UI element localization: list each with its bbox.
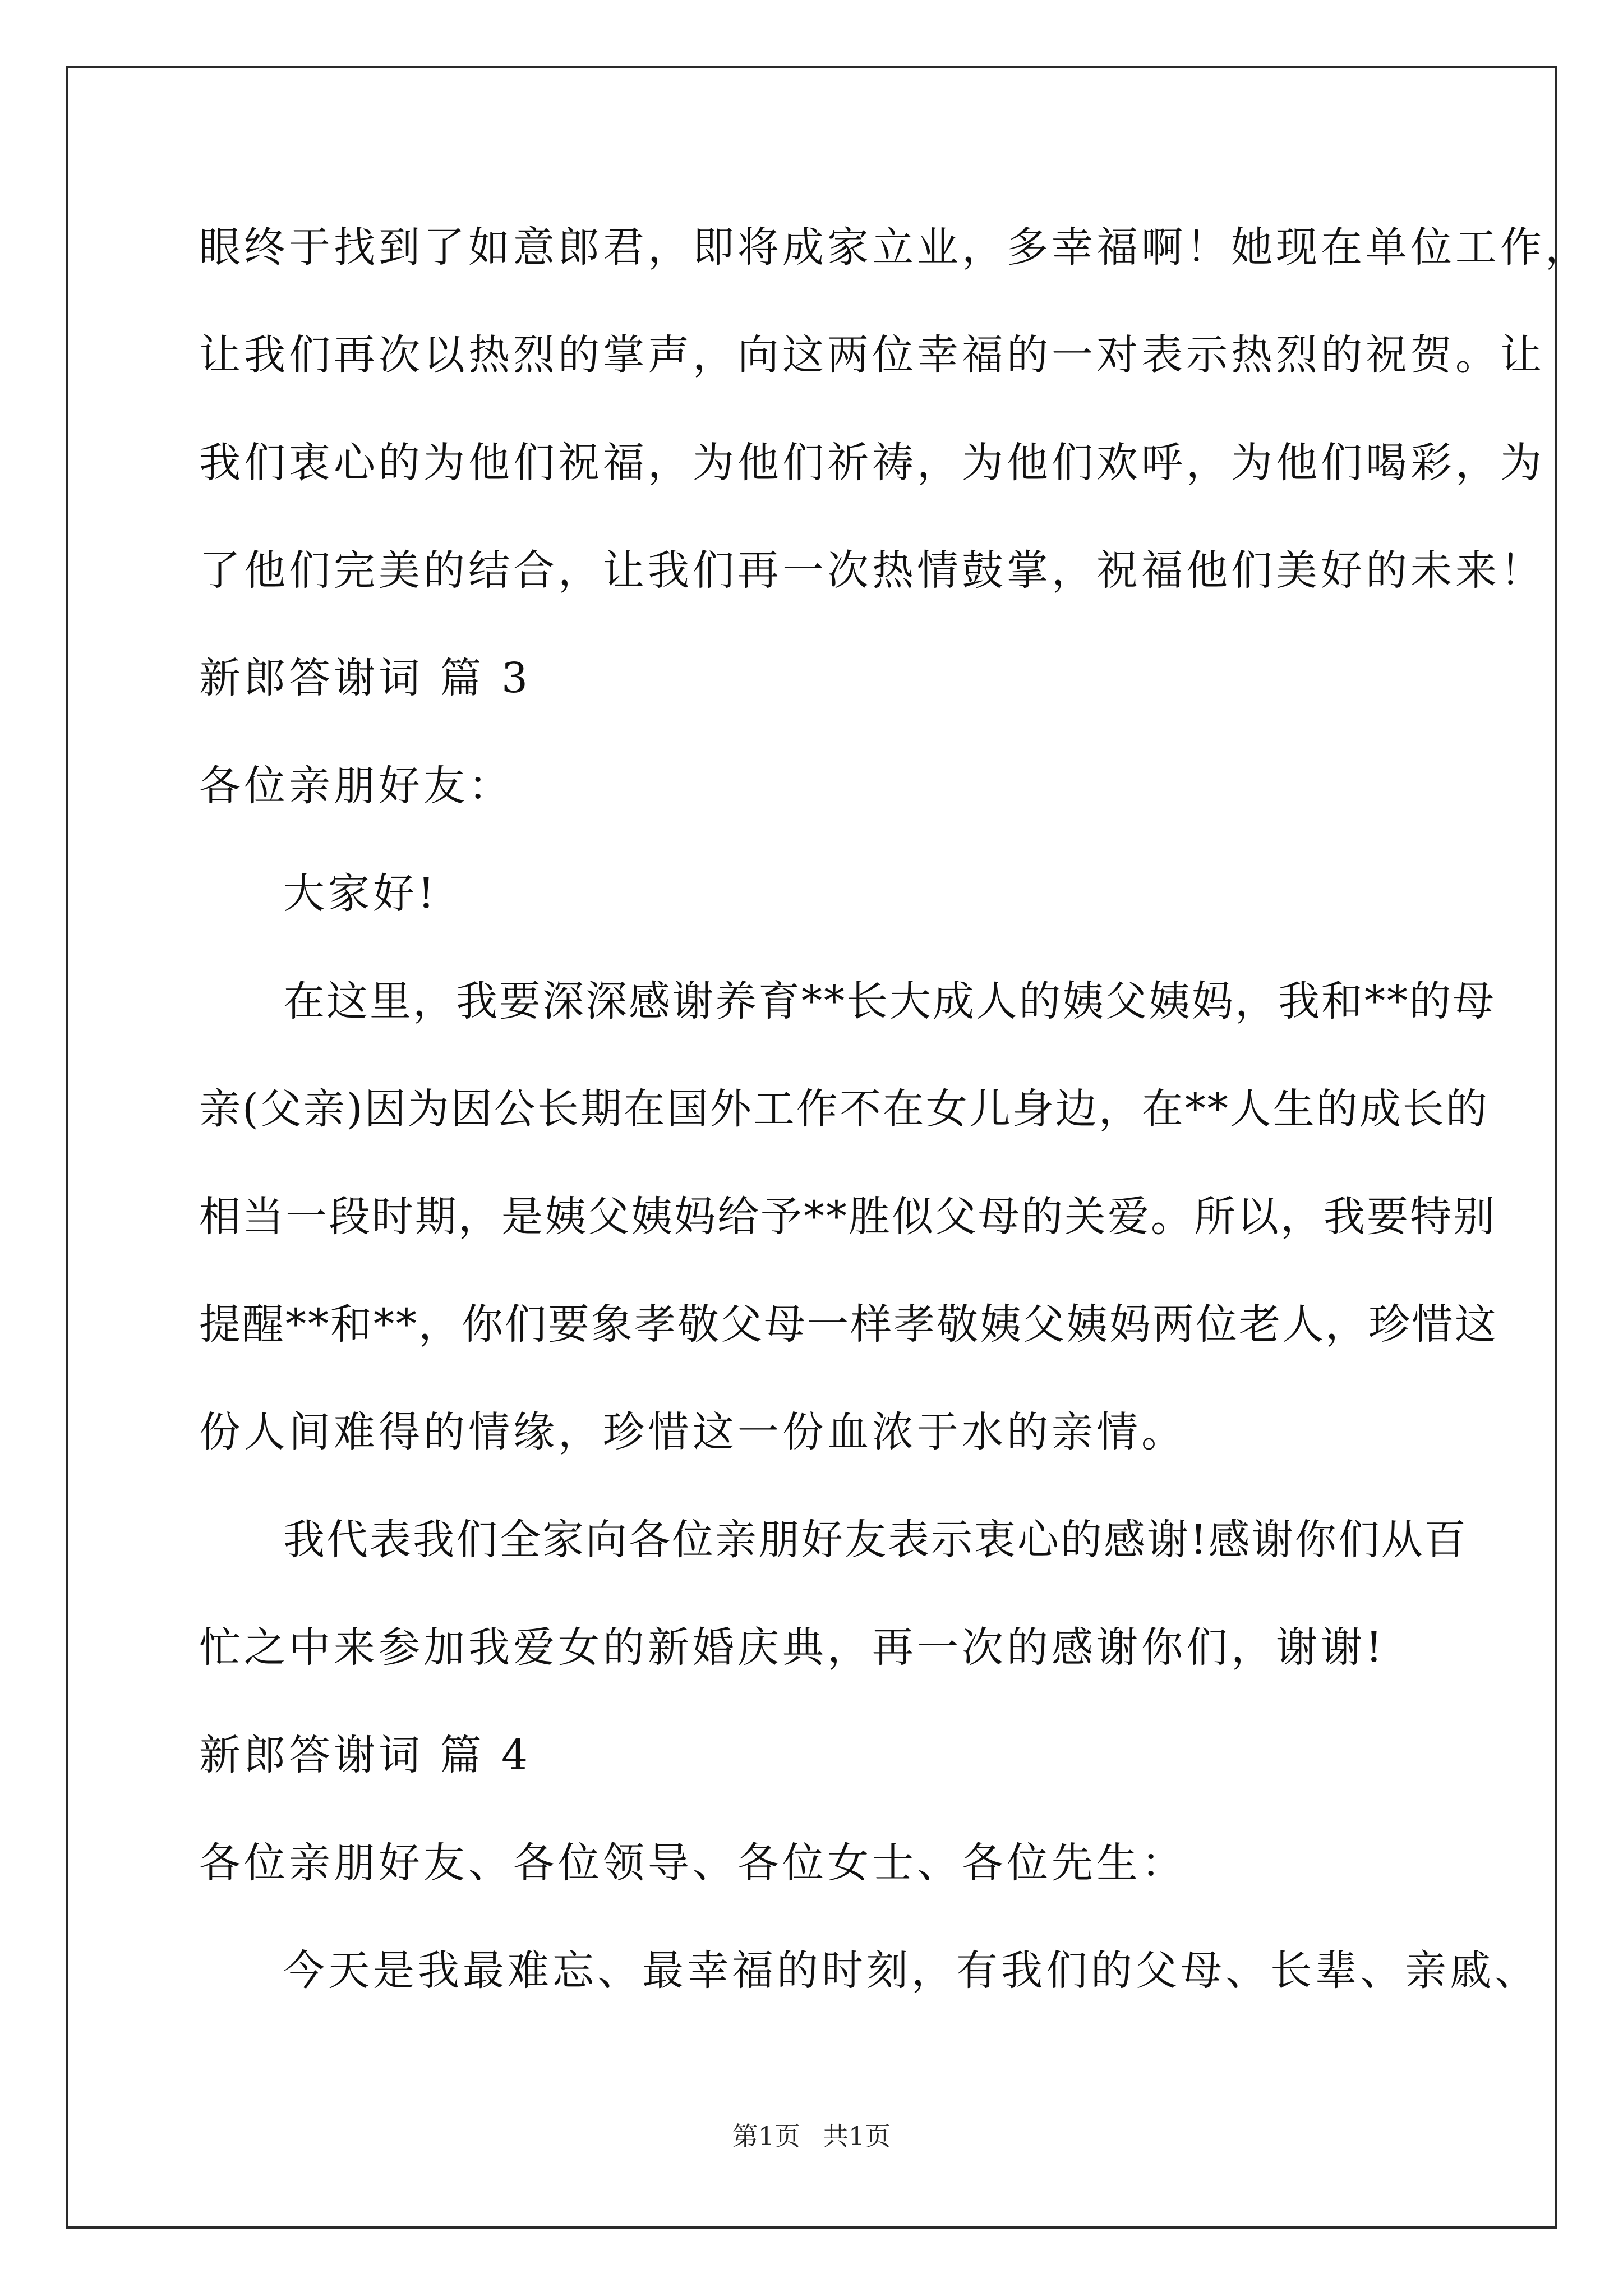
- paragraph-line: 亲(父亲)因为因公长期在国外工作不在女儿身边，在**人生的成长的: [199, 1085, 1489, 1133]
- paragraph-line: 提醒**和**，你们要象孝敬父母一样孝敬姨父姨妈两位老人，珍惜这: [199, 1300, 1498, 1349]
- page-footer: [0, 2116, 1623, 2153]
- paragraph-line: 了他们完美的结合，让我们再一次热情鼓掌，祝福他们美好的未来！: [199, 546, 1545, 595]
- salutation: 各位亲朋好友、各位领导、各位女士、各位先生：: [199, 1839, 1186, 1887]
- paragraph-line: 相当一段时期，是姨父姨妈给予**胜似父母的关爱。所以，我要特别: [199, 1193, 1496, 1241]
- section-heading: 新郎答谢词 篇 3: [199, 654, 532, 702]
- paragraph-line: 今天是我最难忘、最幸福的时刻，有我们的父母、长辈、亲戚、: [283, 1947, 1539, 1995]
- paragraph-line: 忙之中来参加我爱女的新婚庆典，再一次的感谢你们，谢谢!: [199, 1623, 1386, 1672]
- salutation: 各位亲朋好友：: [199, 762, 513, 810]
- paragraph-line: 在这里，我要深深感谢养育**长大成人的姨父姨妈，我和**的母: [283, 977, 1496, 1025]
- document-body: [199, 194, 1590, 2024]
- section-heading: 新郎答谢词 篇 4: [199, 1731, 532, 1779]
- paragraph-line: 份人间难得的情缘，珍惜这一份血浓于水的亲情。: [199, 1408, 1186, 1456]
- greeting: 大家好!: [283, 869, 438, 918]
- page-total: 共1页: [823, 2121, 891, 2151]
- paragraph-line: 让我们再次以热烈的掌声，向这两位幸福的一对表示热烈的祝贺。让: [199, 331, 1545, 379]
- paragraph-line: 我们衷心的为他们祝福，为他们祈祷，为他们欢呼，为他们喝彩，为: [199, 439, 1545, 487]
- page-number: 第1页: [732, 2121, 800, 2151]
- paragraph-line: 我代表我们全家向各位亲朋好友表示衷心的感谢!感谢你们从百: [283, 1516, 1468, 1564]
- paragraph-line: 眼终于找到了如意郎君，即将成家立业，多幸福啊！她现在单位工作，: [199, 223, 1590, 272]
